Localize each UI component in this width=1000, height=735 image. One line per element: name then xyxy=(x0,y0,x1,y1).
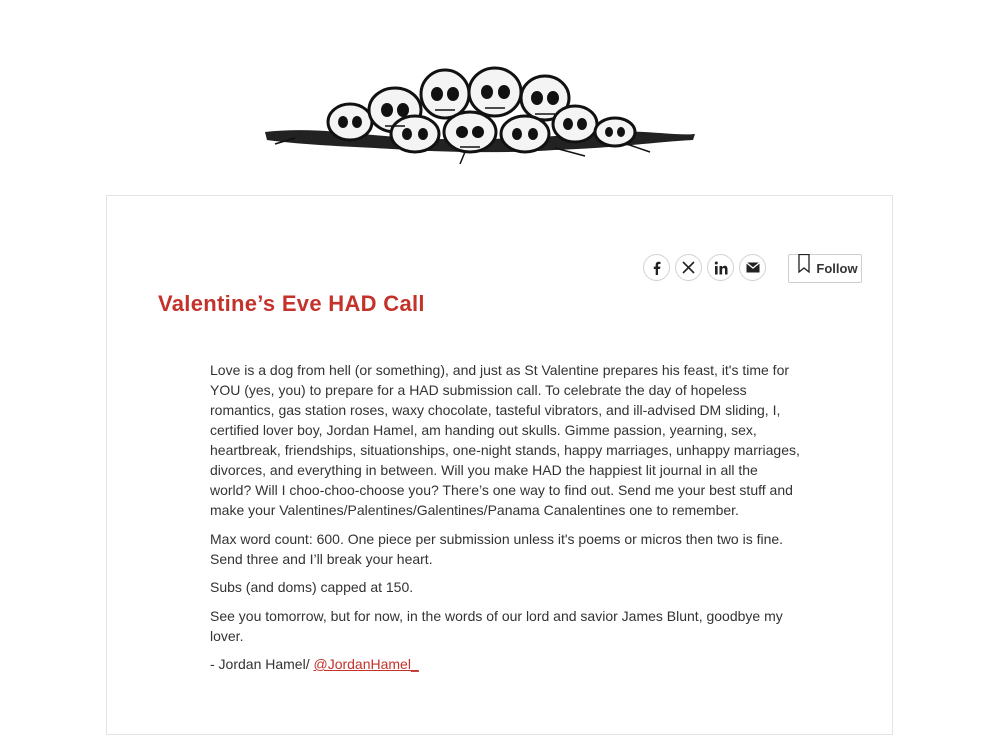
follow-label: Follow xyxy=(816,261,858,276)
share-x-button[interactable] xyxy=(675,254,702,281)
post-title: Valentine’s Eve HAD Call xyxy=(158,291,425,316)
skull-pile-illustration xyxy=(255,52,705,172)
share-facebook-button[interactable] xyxy=(643,254,670,281)
author-handle-link[interactable]: @JordanHamel_ xyxy=(313,656,419,672)
follow-button[interactable] xyxy=(788,254,862,283)
facebook-icon xyxy=(651,261,663,275)
post-paragraph: See you tomorrow, but for now, in the words of our lord and savior James Blunt, goodbye my lover. xyxy=(210,607,783,644)
bookmark-icon xyxy=(798,254,810,273)
linkedin-icon xyxy=(714,261,728,275)
post-body xyxy=(210,360,802,683)
post-signoff xyxy=(210,654,802,674)
email-icon xyxy=(746,262,760,273)
post-paragraph: Love is a dog from hell (or something), and just as St Valentine prepares his feast, it's time for YOU (yes, you) to prepare for a HAD submission call. To celebrate the day of hopeless romantics, gas station roses, waxy chocolate, tasteful vibrators, and ill-advised DM sliding, I, certified lover boy, Jordan Hamel, am handing out skulls. Gimme passion, yearning, sex, heartbreak, friendships, situationships, one-night stands, happy marriages, unhappy marriages, divorces, and everything in between. Will you make HAD the happiest lit journal in all the world? Will I choo-choo-choose you? There’s one way to find out. Send me your best stuff and make your Valentines/Palentines/Galentines/Panama Canalentines one to remember. xyxy=(210,362,800,518)
signoff-prefix: - Jordan Hamel/ xyxy=(210,656,314,672)
x-icon xyxy=(682,261,695,274)
post-paragraph: Subs (and doms) capped at 150. xyxy=(210,579,414,595)
post-card xyxy=(106,195,893,735)
share-linkedin-button[interactable] xyxy=(707,254,734,281)
share-buttons xyxy=(643,254,766,281)
share-email-button[interactable] xyxy=(739,254,766,281)
post-paragraph: Max word count: 600. One piece per submission unless it's poems or micros then two is fine. Send three and I’ll break your heart. xyxy=(210,530,784,567)
